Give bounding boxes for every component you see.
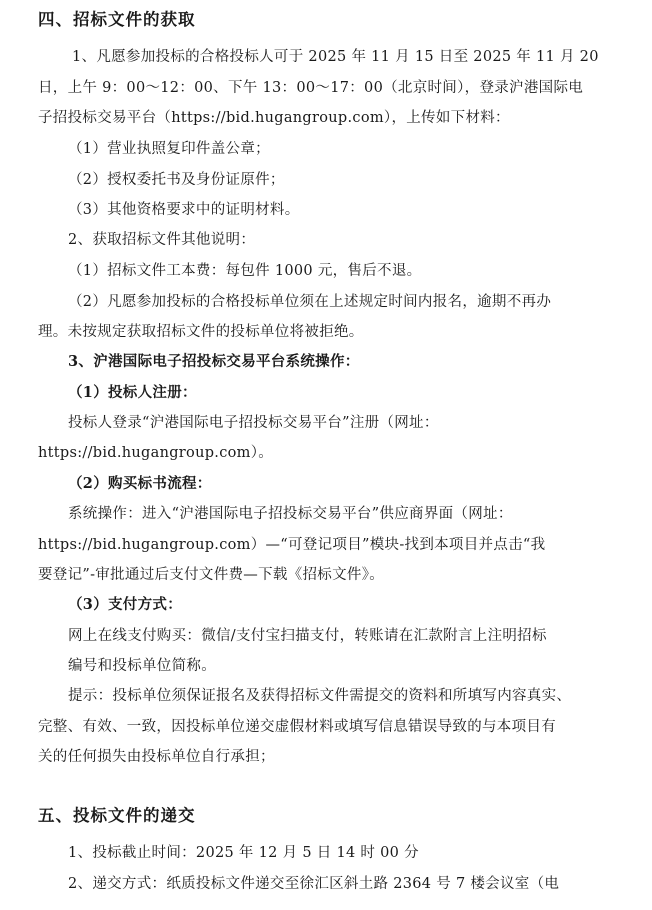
payment-heading: （3）支付方式：	[68, 596, 182, 613]
notice-line-3: 关的任何损失由投标单位自行承担；	[38, 749, 275, 765]
notice-line-2: 完整、有效、一致，因投标单位递交虚假材料或填写信息错误导致的与本项目有	[38, 719, 556, 735]
item-1-line-3: 子招投标交易平台（https://bid.hugangroup.com），上传如下材料：	[38, 110, 510, 126]
notice-line-1: 提示：投标单位须保证报名及获得招标文件需提交的资料和所填写内容真实、	[68, 688, 572, 704]
submission-line: 2、递交方式：纸质投标文件递交至徐汇区斜土路 2364 号 7 楼会议室（电	[68, 876, 560, 892]
item-2-sub-2-line-2: 理。未按规定获取招标文件的投标单位将被拒绝。	[38, 324, 364, 340]
purchase-line-1: 系统操作：进入“沪港国际电子招投标交易平台”供应商界面（网址：	[68, 506, 513, 522]
purchase-line-3: 要登记”-审批通过后支付文件费—下载《招标文件》。	[38, 567, 385, 583]
section-5-heading: 五、投标文件的递交	[38, 806, 196, 825]
section-4-heading: 四、招标文件的获取	[38, 10, 196, 29]
item-1-sub-1: （1）营业执照复印件盖公章；	[68, 141, 270, 157]
item-2-sub-2-line-1: （2）凡愿参加投标的合格投标单位须在上述规定时间内报名，逾期不再办	[68, 294, 552, 310]
item-1-line-1: 1、凡愿参加投标的合格投标人可于 2025 年 11 月 15 日至 2025 年 11 月 20	[72, 49, 599, 65]
register-line-1: 投标人登录“沪港国际电子招投标交易平台”注册（网址：	[68, 415, 439, 431]
register-heading: （1）投标人注册：	[68, 384, 197, 401]
register-line-2: https://bid.hugangroup.com）。	[38, 445, 274, 461]
item-2-line-1: 2、获取招标文件其他说明：	[68, 232, 256, 248]
purchase-heading: （2）购买标书流程：	[68, 475, 212, 492]
item-1-sub-3: （3）其他资格要求中的证明材料。	[68, 202, 300, 218]
item-3-heading: 3、沪港国际电子招投标交易平台系统操作：	[68, 353, 360, 370]
item-2-sub-1: （1）招标文件工本费：每包件 1000 元，售后不退。	[68, 263, 422, 279]
deadline-line: 1、投标截止时间：2025 年 12 月 5 日 14 时 00 分	[68, 845, 419, 861]
payment-line-2: 编号和投标单位简称。	[68, 658, 216, 674]
item-1-sub-2: （2）授权委托书及身份证原件；	[68, 172, 285, 188]
item-1-line-2: 日，上午 9：00～12：00、下午 13：00～17：00（北京时间），登录沪港国际电	[38, 80, 584, 96]
payment-line-1: 网上在线支付购买：微信/支付宝扫描支付，转账请在汇款附言上注明招标	[68, 628, 547, 644]
purchase-line-2: https://bid.hugangroup.com）—“可登记项目”模块-找到本项目并点击“我	[38, 537, 546, 553]
